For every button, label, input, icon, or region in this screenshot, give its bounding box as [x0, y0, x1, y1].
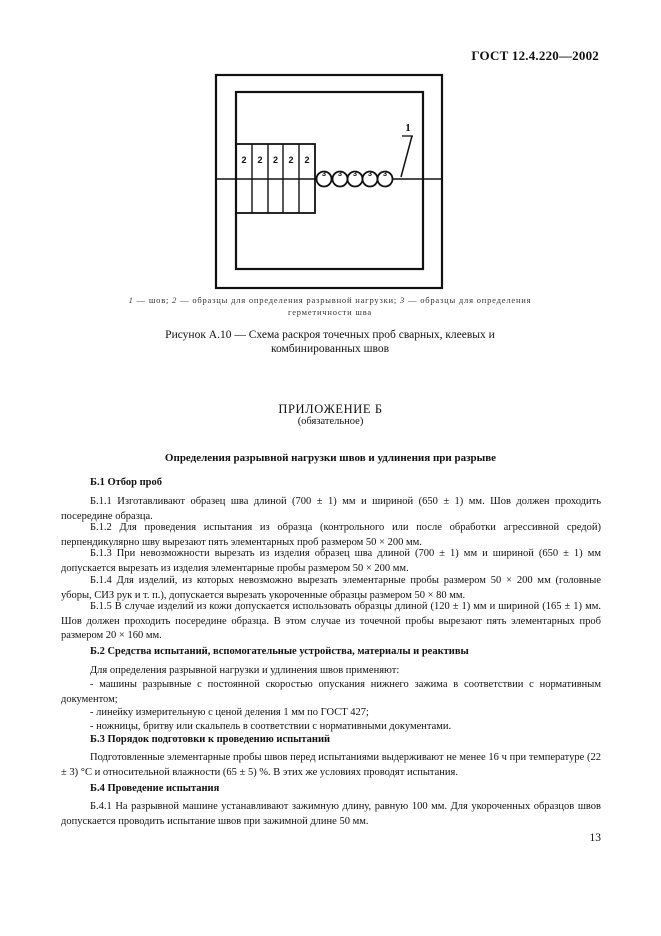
paragraph: Б.1.3 При невозможности вырезать из изделия образец шва длиной (700 ± 1) мм и шириной (650 ± 1) мм допускается вырезать из изделия элементарные пробы размером 50 × 200 мм. [61, 548, 601, 574]
paragraph: Б.4.1 На разрывной машине устанавливают зажимную длину, равную 100 мм. Для укороченных образцов швов допускается проводить испытание швов при зажимной длине 50 мм. [61, 801, 601, 827]
legend-number: 1 [128, 295, 134, 305]
paragraph: Для определения разрывной нагрузки и удлинения швов применяют: [90, 665, 400, 676]
list-item: - машины разрывные с постоянной скоростью опускания нижнего зажима в соответствии с нормативным документом; [61, 679, 601, 705]
paragraph: Подготовленные элементарные пробы швов перед испытаниями выдерживают не менее 16 ч при температуре (22 ± 3) °С и относительной влажности (65 ± 5) %. В этих же условиях проводят испытания. [61, 752, 601, 778]
appendix-status: (обязательное) [297, 416, 364, 427]
section-heading: Б.3 Порядок подготовки к проведению испытаний [90, 734, 331, 745]
legend-text: — образцы для определения разрывной нагрузки; [177, 295, 400, 305]
seam-leader-line [401, 136, 412, 177]
legend-number: 2 [172, 295, 178, 305]
legend-text: — образцы для определения герметичности шва [288, 295, 532, 317]
document-code: ГОСТ 12.4.220—2002 [471, 48, 599, 63]
tightness-sample-label: 3 [337, 169, 343, 178]
tensile-sample-label: 2 [272, 155, 279, 165]
tensile-sample-label: 2 [304, 155, 310, 165]
legend-text: — шов; [133, 295, 173, 305]
figure-caption-line: Рисунок А.10 — Схема раскроя точечных проб сварных, клеевых и [165, 329, 495, 341]
list-item: - линейку измерительную с ценой деления 1 мм по ГОСТ 427; [90, 707, 369, 718]
paragraph: Б.1.5 В случае изделий из кожи допускается использовать образцы длиной (120 ± 1) мм и шириной (165 ± 1) мм. Шов должен проходить посередине образца. В этом случае из точечной пробы вырезают пять элементарных проб размером 20 × 160 мм. [61, 601, 601, 641]
section-heading: Б.1 Отбор проб [90, 477, 162, 488]
figure-legend [120, 294, 540, 318]
paragraph: Б.1.2 Для проведения испытания из образца (контрольного или после обработки агрессивной средой) перпендикулярно шву вырезают пять элементарных проб размером 50 × 200 мм. [61, 522, 601, 548]
tensile-sample-label: 2 [257, 155, 263, 165]
tightness-sample-label: 3 [367, 169, 373, 178]
section-heading: Б.4 Проведение испытания [90, 783, 220, 794]
seam-callout-label: 1 [405, 122, 411, 134]
list-item: - ножницы, бритву или скальпель в соответствии с нормативными документами. [90, 721, 452, 732]
figure-caption [130, 328, 530, 356]
figure-caption-line: комбинированных швов [270, 343, 390, 355]
tensile-sample-label: 2 [288, 155, 294, 165]
tensile-sample-label: 2 [241, 155, 247, 165]
tightness-sample-label: 3 [321, 169, 327, 178]
paragraph: Б.1.4 Для изделий, из которых невозможно вырезать элементарные пробы размером 50 × 200 мм (головные уборы, СИЗ рук и т. п.), допускается вырезать укороченные образцы размером 50 × 80 мм. [61, 575, 601, 601]
section-heading: Б.2 Средства испытаний, вспомогательные устройства, материалы и реактивы [90, 646, 469, 657]
paragraph: Б.1.1 Изготавливают образец шва длиной (700 ± 1) мм и шириной (650 ± 1) мм. Шов должен проходить посередине образца. [61, 496, 601, 522]
page-number: 13 [589, 832, 601, 844]
appendix-title: ПРИЛОЖЕНИЕ Б [278, 402, 383, 416]
appendix-heading: Определения разрывной нагрузки швов и удлинения при разрыве [164, 452, 497, 464]
tightness-sample-label: 3 [382, 169, 388, 178]
tightness-sample-label: 3 [352, 169, 358, 178]
legend-number: 3 [399, 295, 406, 305]
cutting-scheme-figure [0, 0, 661, 300]
